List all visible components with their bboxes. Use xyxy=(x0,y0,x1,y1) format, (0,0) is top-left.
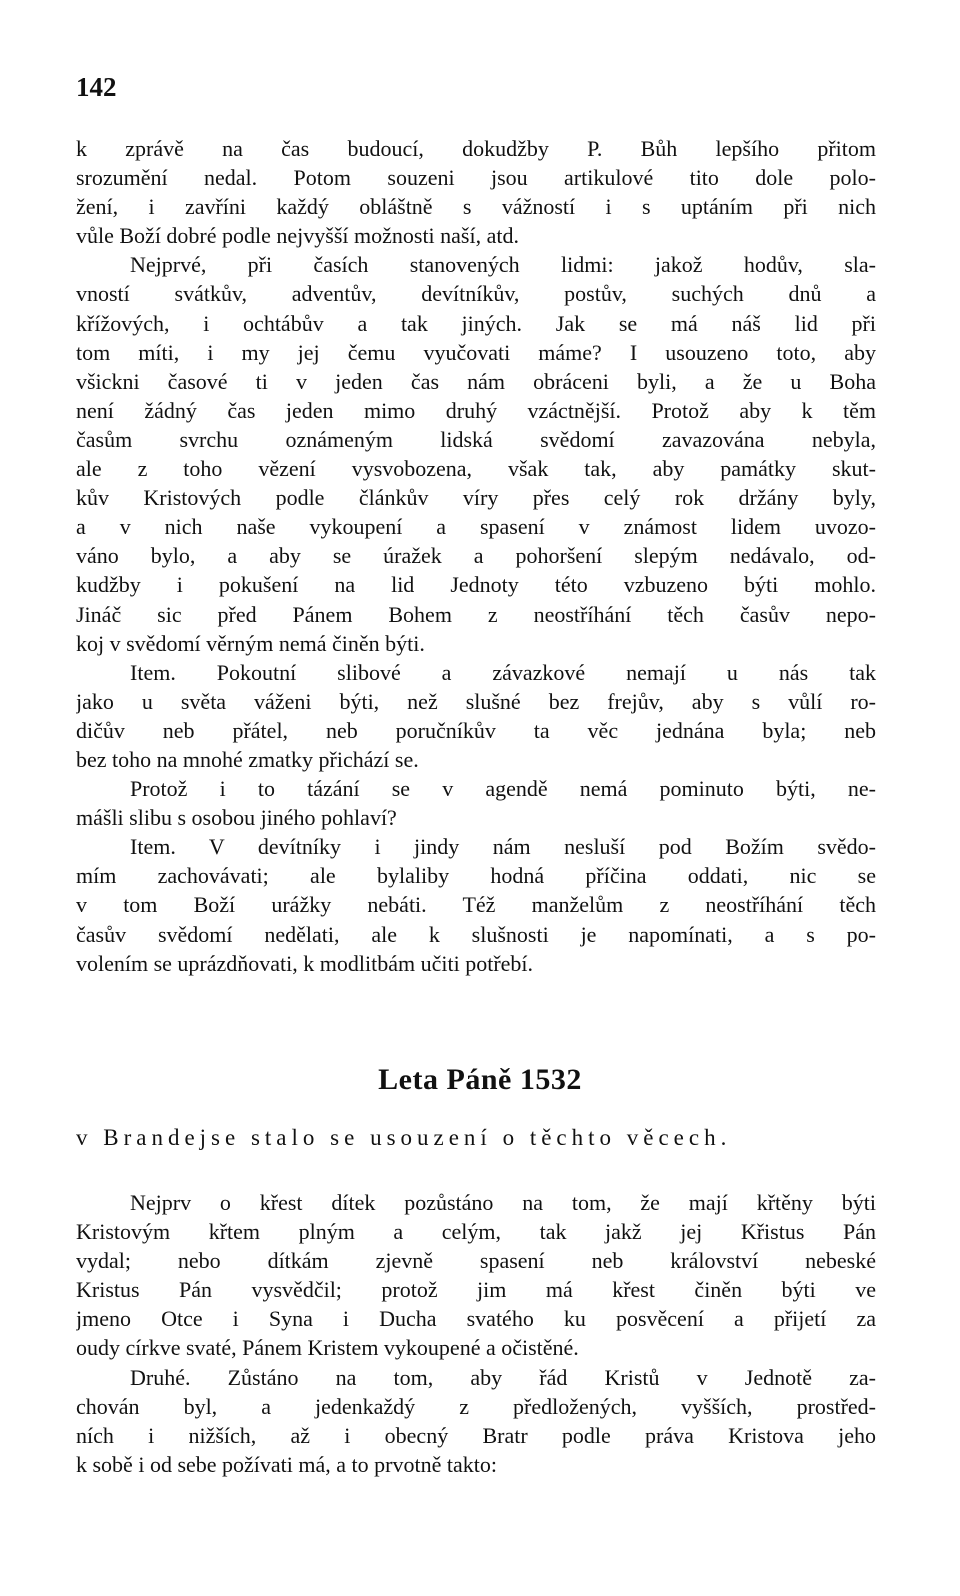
text-line: mášli slibu s osobou jiného pohlaví? xyxy=(76,805,397,831)
text-line: mím zachovávati; ale bylaliby hodná příčina oddati, nic se xyxy=(76,863,876,889)
text-line: Kristovým křtem plným a celým, tak jakž jej Křistus Pán xyxy=(76,1219,876,1245)
text-line: kudžby i pokušení na lid Jednoty této vzbuzeno býti mohlo. xyxy=(76,572,876,598)
text-line: křížových, i ochtábův a tak jiných. Jak se má náš lid při xyxy=(76,310,876,336)
text-line: vydal; nebo dítkám zjevně spasení neb království nebeské xyxy=(76,1248,876,1274)
text-line: v tom Boží urážky nebáti. Též manželům z neostříhání těch xyxy=(76,892,876,918)
text-line: vností svátkův, adventův, devítníkův, postův, suchých dnů a xyxy=(76,281,876,307)
text-line: jako u světa váženi býti, než slušné bez frejův, aby s vůlí ro- xyxy=(76,688,876,714)
text-line: oudy církve svaté, Pánem Kristem vykoupené a očistěné. xyxy=(76,1335,579,1361)
page-number: 142 xyxy=(76,72,117,102)
text-line: žení, i zavříni každý obláštně s vážností i s uptáním při nich xyxy=(76,194,876,220)
text-line: srozumění nedal. Potom souzeni jsou artikulové tito dole polo- xyxy=(76,165,876,191)
text-line: ních i nižších, až i obecný Bratr podle práva Kristova jeho xyxy=(76,1422,876,1448)
text-line: bez toho na mnohé zmatky přichází se. xyxy=(76,746,419,772)
text-line: koj v svědomí věrným nemá činěn býti. xyxy=(76,630,425,656)
text-line: a v nich naše vykoupení a spasení v známost lidem uvozo- xyxy=(76,514,876,540)
paragraph-first-line: Nejprv o křest dítek pozůstáno na tom, že mají křtěny býti xyxy=(130,1190,876,1215)
text-line: všickni časové ti v jeden čas nám obráceni byli, a že u Boha xyxy=(76,368,876,394)
text-line: časům svrchu oznámeným lidská svědomí zavazována nebyla, xyxy=(76,426,876,452)
text-line: tom míti, i my jej čemu vyučovati máme? I usouzeno toto, aby xyxy=(76,339,876,365)
paragraph-first-line: Item. Pokoutní slibové a závazkové nemají u nás tak xyxy=(130,659,876,685)
text-line: vůle Boží dobré podle nejvyšší možnosti naší, atd. xyxy=(76,223,519,249)
paragraph-first-line: Protož i to tázání se v agendě nemá pominuto býti, ne- xyxy=(130,776,876,802)
text-line: Jináč sic před Pánem Bohem z neostříhání těch časův nepo- xyxy=(76,601,876,627)
text-line: jmeno Otce i Syna i Ducha svatého ku posvěcení a přijetí za xyxy=(76,1306,876,1332)
paragraph-first-line: Druhé. Zůstáno na tom, aby řád Kristů v Jednotě za- xyxy=(130,1364,876,1390)
text-line: k zprávě na čas budoucí, dokudžby P. Bůh lepšího přitom xyxy=(76,136,876,161)
text-line: chován byl, a jedenkaždý z předložených, vyšších, prostřed- xyxy=(76,1393,876,1419)
text-section-1 xyxy=(76,134,876,978)
paragraph-first-line: Item. V devítníky i jindy nám nesluší pod Božím svědo- xyxy=(130,834,876,860)
text-line: není žádný čas jeden mimo druhý vzáctnější. Protož aby k těm xyxy=(76,397,876,423)
paragraph-first-line: Nejprvé, při časích stanovených lidmi: jakož hodův, sla- xyxy=(130,252,876,278)
text-line: kův Kristových podle článkův víry přes celý rok držány byly, xyxy=(76,485,876,511)
text-line: k sobě i od sebe požívati má, a to prvotně takto: xyxy=(76,1451,497,1477)
text-line: ale z toho vězení vysvobozena, však tak, aby památky skut- xyxy=(76,456,876,482)
section-heading: Leta Páně 1532 xyxy=(378,1063,582,1096)
text-section-2 xyxy=(76,1188,876,1479)
text-line: časův svědomí nedělati, ale k slušnosti je napomínati, a s po- xyxy=(76,921,876,947)
text-line: volením se uprázdňovati, k modlitbám učiti potřebí. xyxy=(76,950,534,976)
section-subheading: v Brandejse stalo se usouzení o těchto věcech. xyxy=(76,1125,732,1150)
text-line: váno bylo, a aby se úražek a pohoršení slepým nedávalo, od- xyxy=(76,543,876,569)
text-line: Kristus Pán vysvědčil; protož jim má křest činěn býti ve xyxy=(76,1277,876,1303)
text-line: dičův neb přátel, neb poručníkův ta věc jednána byla; neb xyxy=(76,717,876,743)
